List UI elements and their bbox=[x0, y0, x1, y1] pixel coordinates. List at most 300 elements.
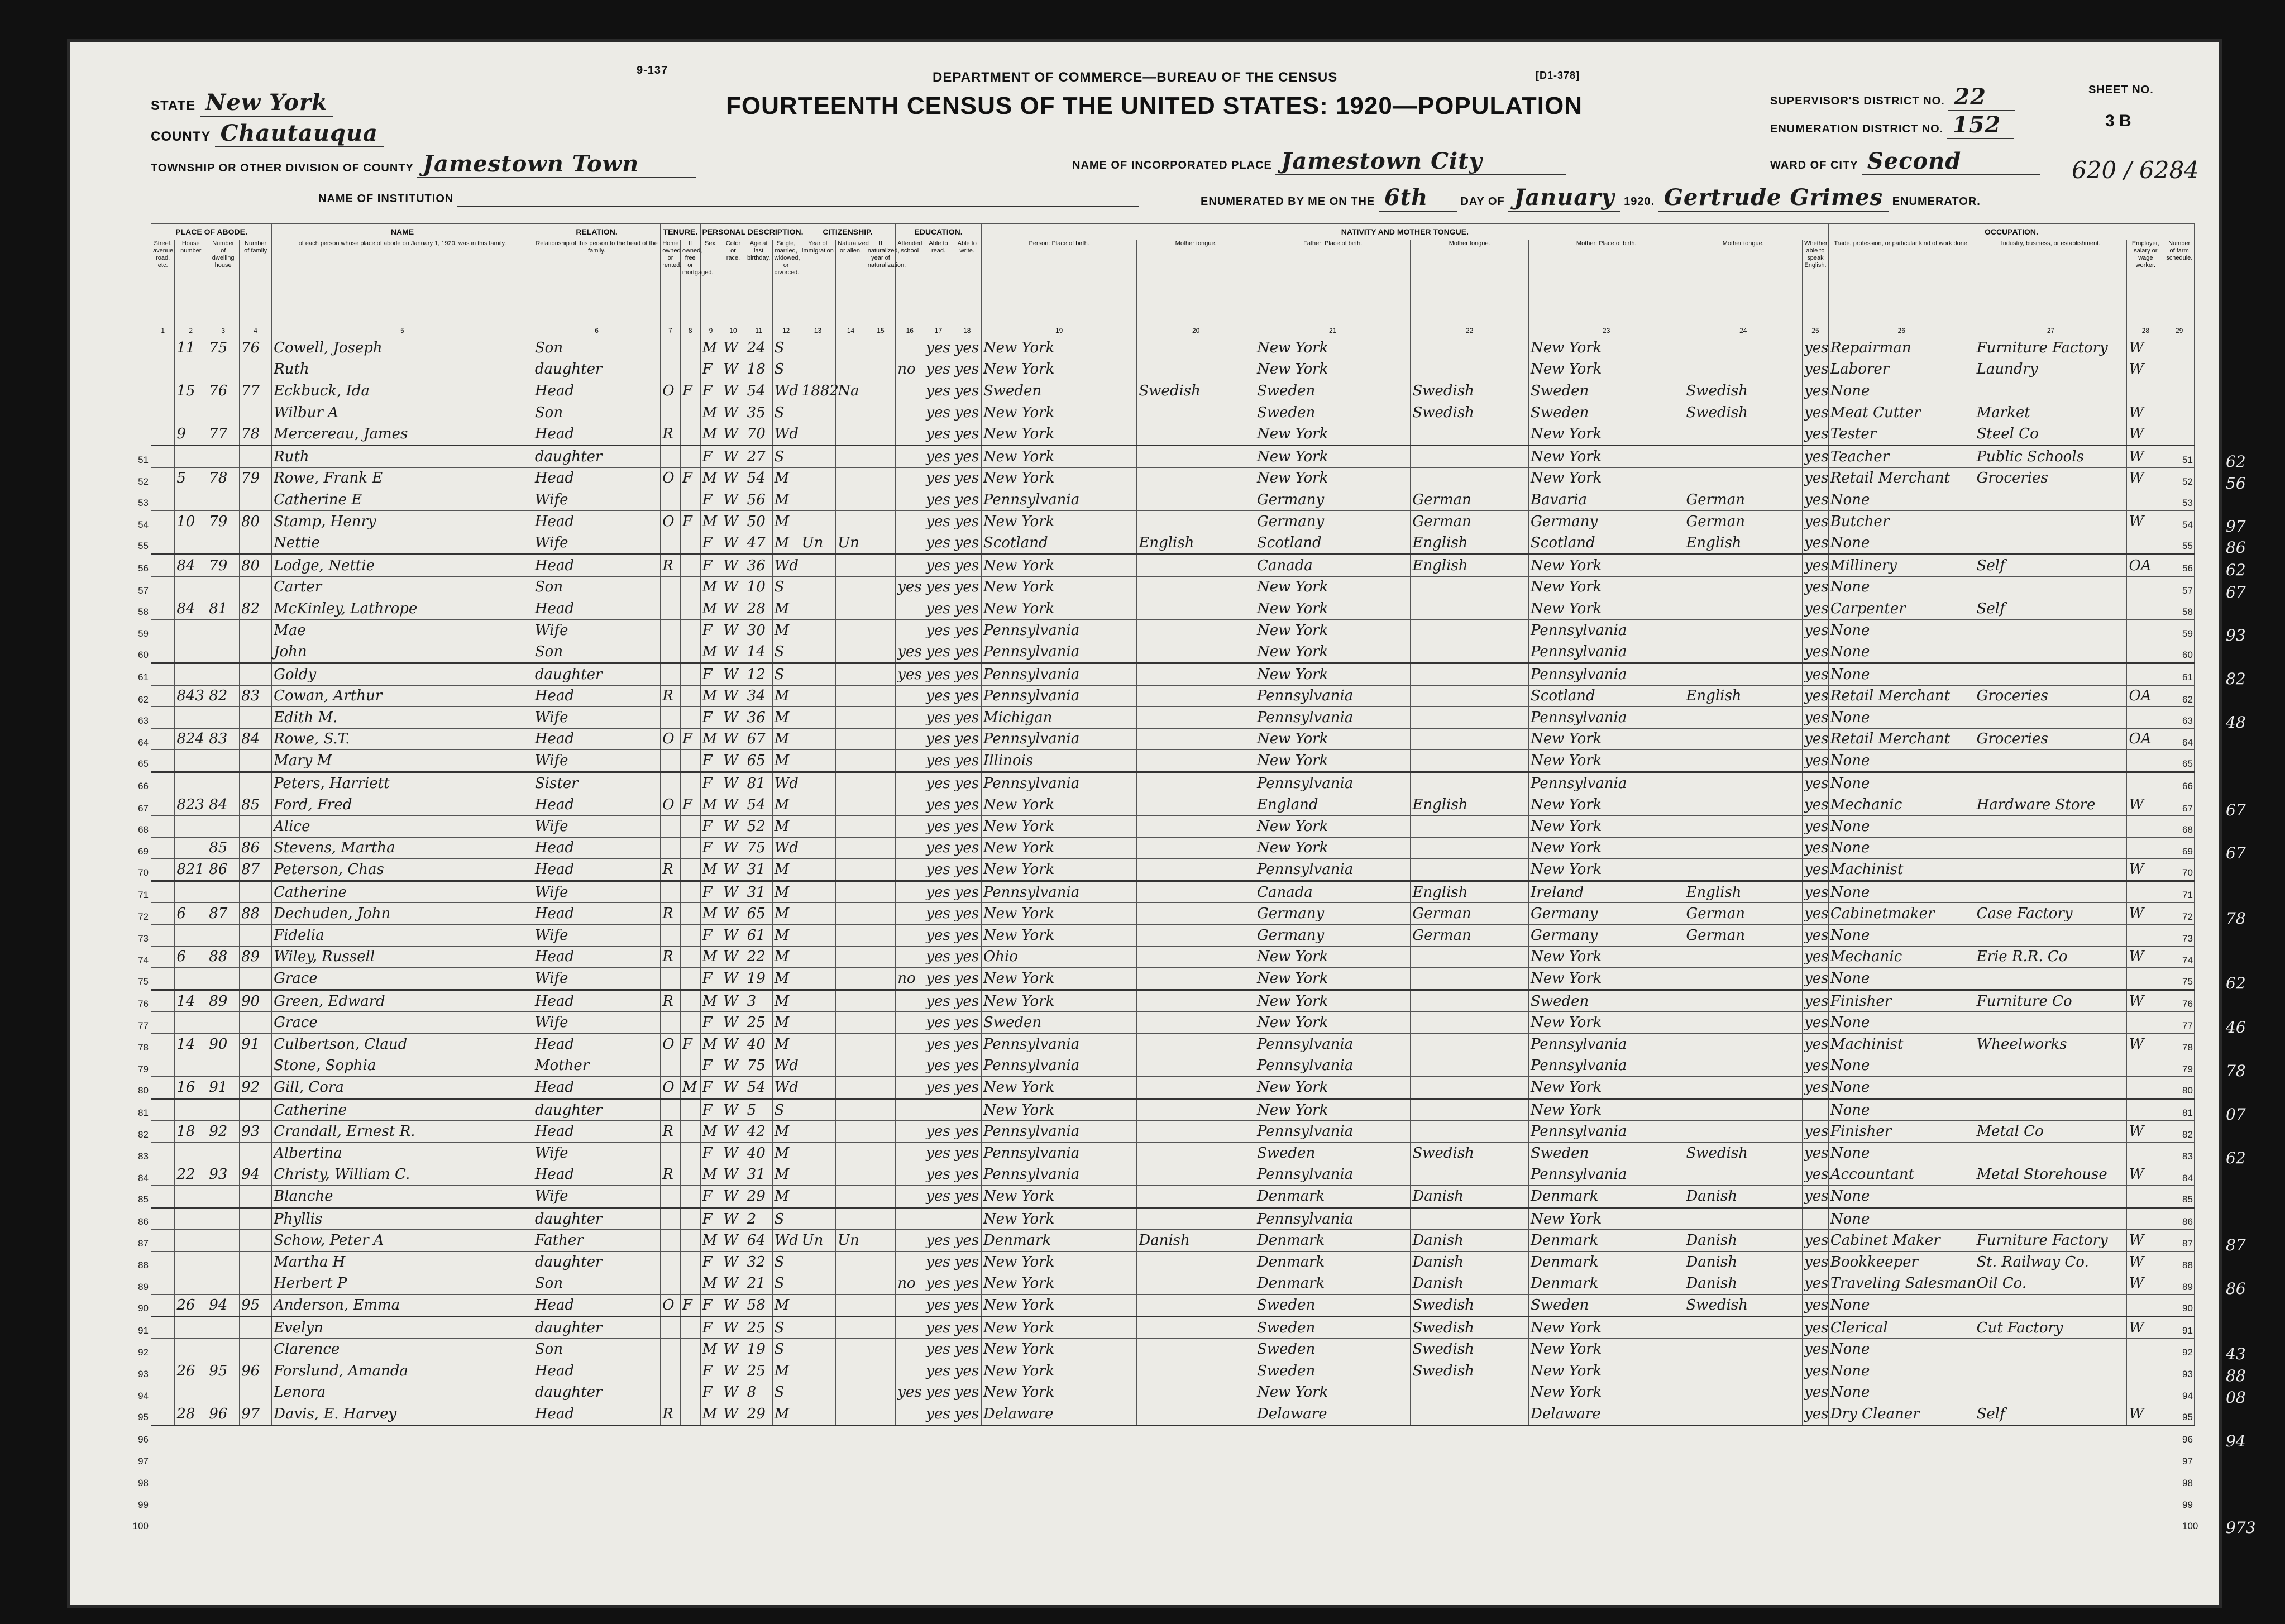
cell-pb: New York bbox=[981, 1251, 1136, 1273]
cell-fm bbox=[240, 750, 272, 772]
cell-rd: yes bbox=[924, 990, 953, 1012]
cell-dw: 92 bbox=[207, 1121, 240, 1143]
cell-sch: yes bbox=[896, 663, 924, 685]
cell-occ: None bbox=[1828, 1360, 1975, 1382]
cell-rel: daughter bbox=[533, 359, 660, 380]
cell-name: Herbert P bbox=[272, 1273, 533, 1295]
cell-sch: no bbox=[896, 1273, 924, 1295]
cell-occ: Meat Cutter bbox=[1828, 402, 1975, 423]
line-number-right: 73 bbox=[2182, 933, 2193, 944]
cell-mb: Germany bbox=[1529, 510, 1684, 532]
cell-race: W bbox=[721, 794, 745, 816]
cell-emp bbox=[2127, 750, 2164, 772]
cell-mb: New York bbox=[1529, 837, 1684, 859]
cell-sex: M bbox=[700, 1034, 721, 1055]
cell-mort: F bbox=[680, 380, 700, 402]
cell-nat bbox=[836, 1273, 866, 1295]
cell-rel: Head bbox=[533, 1164, 660, 1186]
cell-rel: Sister bbox=[533, 772, 660, 794]
cell-age: 54 bbox=[745, 380, 772, 402]
line-number-right: 85 bbox=[2182, 1194, 2193, 1205]
cell-pb: New York bbox=[981, 968, 1136, 990]
cell-age: 28 bbox=[745, 598, 772, 620]
line-number-left: 90 bbox=[138, 1303, 149, 1313]
cell-sex: F bbox=[700, 1207, 721, 1230]
cell-sex: M bbox=[700, 1230, 721, 1252]
line-number-right: 84 bbox=[2182, 1173, 2193, 1183]
cell-rd: yes bbox=[924, 663, 953, 685]
cell-sex: F bbox=[700, 1077, 721, 1099]
cell-ind bbox=[1975, 772, 2127, 794]
cell-fmt bbox=[1411, 728, 1529, 750]
cell-name: Albertina bbox=[272, 1142, 533, 1164]
cell-dw bbox=[207, 816, 240, 838]
cell-name: Nettie bbox=[272, 532, 533, 555]
column-header: Color or race. bbox=[721, 240, 745, 324]
cell-mb: New York bbox=[1529, 1316, 1684, 1339]
cell-dw: 79 bbox=[207, 510, 240, 532]
cell-nat bbox=[836, 423, 866, 446]
cell-emp: W bbox=[2127, 1164, 2164, 1186]
cell-mb: New York bbox=[1529, 1339, 1684, 1360]
cell-ms: Wd bbox=[772, 423, 800, 446]
cell-wr: yes bbox=[953, 1382, 981, 1403]
cell-mort bbox=[680, 881, 700, 903]
cell-rel: Head bbox=[533, 903, 660, 925]
column-header-row bbox=[151, 240, 2195, 324]
cell-hn bbox=[175, 1382, 207, 1403]
cell-sch bbox=[896, 402, 924, 423]
cell-mort: F bbox=[680, 728, 700, 750]
cell-mort bbox=[680, 1098, 700, 1121]
cell-farm bbox=[2164, 402, 2195, 423]
line-number-right: 63 bbox=[2182, 715, 2193, 726]
cell-sex: M bbox=[700, 1164, 721, 1186]
margin-code-note: 93 bbox=[2226, 626, 2246, 644]
cell-imm bbox=[800, 1382, 836, 1403]
cell-ind: Groceries bbox=[1975, 728, 2127, 750]
cell-hn: 6 bbox=[175, 903, 207, 925]
cell-ind bbox=[1975, 1055, 2127, 1077]
cell-ind bbox=[1975, 707, 2127, 729]
cell-own bbox=[661, 750, 681, 772]
cell-occ: None bbox=[1828, 532, 1975, 555]
cell-pmt bbox=[1137, 1164, 1255, 1186]
cell-mb: New York bbox=[1529, 576, 1684, 598]
cell-ms: M bbox=[772, 1360, 800, 1382]
cell-age: 52 bbox=[745, 816, 772, 838]
column-number: 26 bbox=[1828, 324, 1975, 337]
column-header: Year of immigration bbox=[800, 240, 836, 324]
cell-st bbox=[151, 750, 175, 772]
cell-dw bbox=[207, 968, 240, 990]
line-number-right: 92 bbox=[2182, 1347, 2193, 1358]
cell-ms: Wd bbox=[772, 380, 800, 402]
cell-fmt bbox=[1411, 707, 1529, 729]
cell-mb: New York bbox=[1529, 1098, 1684, 1121]
cell-naty bbox=[866, 489, 895, 511]
cell-age: 25 bbox=[745, 1316, 772, 1339]
cell-fb: Pennsylvania bbox=[1255, 1055, 1410, 1077]
cell-mmt bbox=[1684, 1360, 1803, 1382]
cell-nat bbox=[836, 576, 866, 598]
cell-fm: 93 bbox=[240, 1121, 272, 1143]
cell-rel: Wife bbox=[533, 750, 660, 772]
cell-nat bbox=[836, 1055, 866, 1077]
cell-rd: yes bbox=[924, 1403, 953, 1426]
column-header: Relationship of this person to the head of the family. bbox=[533, 240, 660, 324]
cell-nat bbox=[836, 903, 866, 925]
cell-eng: yes bbox=[1803, 402, 1829, 423]
cell-name: McKinley, Lathrope bbox=[272, 598, 533, 620]
table-row bbox=[151, 1098, 2195, 1121]
cell-dw bbox=[207, 772, 240, 794]
cell-nat bbox=[836, 663, 866, 685]
cell-race: W bbox=[721, 337, 745, 359]
cell-naty bbox=[866, 816, 895, 838]
table-row bbox=[151, 1295, 2195, 1317]
cell-wr: yes bbox=[953, 1121, 981, 1143]
cell-naty bbox=[866, 1316, 895, 1339]
cell-emp bbox=[2127, 1142, 2164, 1164]
cell-mmt: Swedish bbox=[1684, 402, 1803, 423]
cell-dw: 78 bbox=[207, 467, 240, 489]
cell-rel: Wife bbox=[533, 816, 660, 838]
cell-ms: M bbox=[772, 794, 800, 816]
column-number: 24 bbox=[1684, 324, 1803, 337]
cell-hn: 26 bbox=[175, 1360, 207, 1382]
cell-name: Rowe, Frank E bbox=[272, 467, 533, 489]
line-number-right: 66 bbox=[2182, 781, 2193, 791]
line-number-right: 76 bbox=[2182, 999, 2193, 1009]
cell-sex: F bbox=[700, 489, 721, 511]
cell-fm bbox=[240, 445, 272, 467]
margin-code-note: 43 bbox=[2226, 1345, 2246, 1363]
cell-occ: None bbox=[1828, 707, 1975, 729]
cell-emp: W bbox=[2127, 467, 2164, 489]
census-title: FOURTEENTH CENSUS OF THE UNITED STATES: 1920—POPULATION bbox=[726, 92, 1583, 120]
table-row bbox=[151, 445, 2195, 467]
cell-rd: yes bbox=[924, 337, 953, 359]
cell-ind: Oil Co. bbox=[1975, 1273, 2127, 1295]
cell-naty bbox=[866, 1034, 895, 1055]
cell-st bbox=[151, 1382, 175, 1403]
cell-mort bbox=[680, 1012, 700, 1034]
column-header: Able to write. bbox=[953, 240, 981, 324]
line-number-right: 54 bbox=[2182, 519, 2193, 530]
cell-fmt: Danish bbox=[1411, 1251, 1529, 1273]
cell-pb: Pennsylvania bbox=[981, 772, 1136, 794]
cell-imm bbox=[800, 337, 836, 359]
cell-emp: W bbox=[2127, 359, 2164, 380]
line-number-right: 59 bbox=[2182, 628, 2193, 639]
cell-dw bbox=[207, 1339, 240, 1360]
cell-hn: 14 bbox=[175, 990, 207, 1012]
cell-name: Mary M bbox=[272, 750, 533, 772]
cell-occ: None bbox=[1828, 641, 1975, 663]
column-header: Employer, salary or wage worker. bbox=[2127, 240, 2164, 324]
cell-dw bbox=[207, 707, 240, 729]
cell-pmt bbox=[1137, 925, 1255, 947]
cell-imm bbox=[800, 1077, 836, 1099]
cell-name: Phyllis bbox=[272, 1207, 533, 1230]
cell-fm bbox=[240, 1055, 272, 1077]
cell-imm bbox=[800, 423, 836, 446]
cell-hn bbox=[175, 576, 207, 598]
cell-naty bbox=[866, 532, 895, 555]
cell-name: Mercereau, James bbox=[272, 423, 533, 446]
cell-rel: Head bbox=[533, 467, 660, 489]
cell-fb: Canada bbox=[1255, 881, 1410, 903]
cell-st bbox=[151, 641, 175, 663]
table-row bbox=[151, 532, 2195, 555]
cell-fm: 89 bbox=[240, 946, 272, 968]
cell-wr: yes bbox=[953, 641, 981, 663]
line-number-right: 96 bbox=[2182, 1434, 2193, 1445]
cell-age: 54 bbox=[745, 1077, 772, 1099]
cell-st bbox=[151, 1055, 175, 1077]
cell-sex: M bbox=[700, 641, 721, 663]
cell-pb: New York bbox=[981, 990, 1136, 1012]
cell-sex: M bbox=[700, 946, 721, 968]
cell-sex: M bbox=[700, 990, 721, 1012]
line-number-left: 77 bbox=[138, 1020, 149, 1031]
cell-emp: W bbox=[2127, 859, 2164, 881]
cell-fm: 82 bbox=[240, 598, 272, 620]
margin-code-note: 67 bbox=[2226, 583, 2246, 601]
cell-occ: None bbox=[1828, 663, 1975, 685]
cell-nat bbox=[836, 1360, 866, 1382]
cell-imm bbox=[800, 1034, 836, 1055]
cell-ind: Furniture Co bbox=[1975, 990, 2127, 1012]
cell-hn: 26 bbox=[175, 1295, 207, 1317]
cell-fb: Pennsylvania bbox=[1255, 772, 1410, 794]
cell-rel: Wife bbox=[533, 1012, 660, 1034]
line-number-left: 55 bbox=[138, 541, 149, 551]
cell-name: Dechuden, John bbox=[272, 903, 533, 925]
cell-fm bbox=[240, 816, 272, 838]
cell-naty bbox=[866, 467, 895, 489]
cell-imm bbox=[800, 1121, 836, 1143]
cell-age: 65 bbox=[745, 903, 772, 925]
cell-wr: yes bbox=[953, 576, 981, 598]
cell-mb: New York bbox=[1529, 1360, 1684, 1382]
cell-hn bbox=[175, 925, 207, 947]
cell-occ: None bbox=[1828, 750, 1975, 772]
cell-rel: Head bbox=[533, 380, 660, 402]
cell-fb: England bbox=[1255, 794, 1410, 816]
cell-st bbox=[151, 380, 175, 402]
cell-own bbox=[661, 1273, 681, 1295]
cell-sch: no bbox=[896, 359, 924, 380]
cell-name: Evelyn bbox=[272, 1316, 533, 1339]
cell-mort: F bbox=[680, 1034, 700, 1055]
cell-own bbox=[661, 968, 681, 990]
margin-code-note: 97 bbox=[2226, 517, 2246, 536]
line-number-left: 82 bbox=[138, 1129, 149, 1140]
cell-rd: yes bbox=[924, 510, 953, 532]
cell-fm bbox=[240, 1251, 272, 1273]
cell-hn: 10 bbox=[175, 510, 207, 532]
cell-emp: W bbox=[2127, 337, 2164, 359]
cell-sch bbox=[896, 554, 924, 576]
cell-naty bbox=[866, 1098, 895, 1121]
cell-nat bbox=[836, 1382, 866, 1403]
cell-naty bbox=[866, 510, 895, 532]
cell-pb: Pennsylvania bbox=[981, 1142, 1136, 1164]
cell-age: 67 bbox=[745, 728, 772, 750]
cell-pb: Michigan bbox=[981, 707, 1136, 729]
cell-own bbox=[661, 1382, 681, 1403]
table-row bbox=[151, 1142, 2195, 1164]
cell-own bbox=[661, 1316, 681, 1339]
cell-dw: 96 bbox=[207, 1403, 240, 1426]
cell-wr: yes bbox=[953, 445, 981, 467]
cell-ind bbox=[1975, 532, 2127, 555]
cell-rd: yes bbox=[924, 968, 953, 990]
cell-name: Edith M. bbox=[272, 707, 533, 729]
cell-mmt bbox=[1684, 1382, 1803, 1403]
cell-wr: yes bbox=[953, 881, 981, 903]
cell-fb: New York bbox=[1255, 990, 1410, 1012]
cell-race: W bbox=[721, 946, 745, 968]
cell-pb: New York bbox=[981, 1077, 1136, 1099]
cell-wr: yes bbox=[953, 337, 981, 359]
cell-emp: W bbox=[2127, 1403, 2164, 1426]
cell-pmt bbox=[1137, 1339, 1255, 1360]
cell-dw: 76 bbox=[207, 380, 240, 402]
cell-pmt bbox=[1137, 1316, 1255, 1339]
table-row bbox=[151, 794, 2195, 816]
cell-age: 18 bbox=[745, 359, 772, 380]
cell-occ: None bbox=[1828, 1295, 1975, 1317]
column-number: 14 bbox=[836, 324, 866, 337]
cell-pb: Pennsylvania bbox=[981, 1055, 1136, 1077]
cell-mmt bbox=[1684, 968, 1803, 990]
cell-pb: New York bbox=[981, 1207, 1136, 1230]
cell-wr: yes bbox=[953, 837, 981, 859]
cell-emp: W bbox=[2127, 1034, 2164, 1055]
cell-own: R bbox=[661, 903, 681, 925]
cell-ind: Metal Storehouse bbox=[1975, 1164, 2127, 1186]
line-number-right: 74 bbox=[2182, 955, 2193, 966]
cell-sex: M bbox=[700, 1339, 721, 1360]
table-row bbox=[151, 663, 2195, 685]
column-header: Trade, profession, or particular kind of work done. bbox=[1828, 240, 1975, 324]
cell-name: Gill, Cora bbox=[272, 1077, 533, 1099]
cell-st bbox=[151, 1098, 175, 1121]
line-number-right: 93 bbox=[2182, 1369, 2193, 1379]
margin-code-note: 62 bbox=[2226, 1149, 2246, 1167]
cell-naty bbox=[866, 619, 895, 641]
column-number: 8 bbox=[680, 324, 700, 337]
cell-mmt bbox=[1684, 1207, 1803, 1230]
cell-rel: Son bbox=[533, 402, 660, 423]
cell-fb: New York bbox=[1255, 467, 1410, 489]
cell-pmt bbox=[1137, 1121, 1255, 1143]
cell-mort: F bbox=[680, 467, 700, 489]
cell-name: Culbertson, Claud bbox=[272, 1034, 533, 1055]
column-number: 18 bbox=[953, 324, 981, 337]
line-number-left: 96 bbox=[138, 1434, 149, 1445]
column-header: If owned, free or mortgaged. bbox=[680, 240, 700, 324]
cell-fb: New York bbox=[1255, 598, 1410, 620]
cell-st bbox=[151, 925, 175, 947]
cell-dw bbox=[207, 1098, 240, 1121]
column-header: Person: Place of birth. bbox=[981, 240, 1136, 324]
cell-mort bbox=[680, 1339, 700, 1360]
cell-nat bbox=[836, 968, 866, 990]
cell-eng: yes bbox=[1803, 685, 1829, 707]
cell-st bbox=[151, 816, 175, 838]
cell-rd: yes bbox=[924, 359, 953, 380]
cell-ms: S bbox=[772, 1382, 800, 1403]
cell-age: 61 bbox=[745, 925, 772, 947]
cell-race: W bbox=[721, 859, 745, 881]
cell-ms: Wd bbox=[772, 1230, 800, 1252]
cell-fmt bbox=[1411, 1121, 1529, 1143]
cell-mmt bbox=[1684, 837, 1803, 859]
line-number-left: 68 bbox=[138, 824, 149, 835]
cell-fb: Germany bbox=[1255, 510, 1410, 532]
cell-mb: Pennsylvania bbox=[1529, 641, 1684, 663]
cell-own: O bbox=[661, 510, 681, 532]
cell-race: W bbox=[721, 990, 745, 1012]
cell-fm: 80 bbox=[240, 510, 272, 532]
cell-sex: M bbox=[700, 794, 721, 816]
line-number-left: 97 bbox=[138, 1456, 149, 1467]
cell-mmt bbox=[1684, 707, 1803, 729]
column-header: Industry, business, or establishment. bbox=[1975, 240, 2127, 324]
cell-age: 50 bbox=[745, 510, 772, 532]
cell-sch bbox=[896, 1186, 924, 1208]
cell-pmt bbox=[1137, 707, 1255, 729]
cell-hn: 15 bbox=[175, 380, 207, 402]
cell-pb: New York bbox=[981, 837, 1136, 859]
cell-nat bbox=[836, 619, 866, 641]
cell-rel: Head bbox=[533, 990, 660, 1012]
cell-rel: Head bbox=[533, 946, 660, 968]
cell-nat bbox=[836, 685, 866, 707]
cell-fmt bbox=[1411, 685, 1529, 707]
cell-st bbox=[151, 772, 175, 794]
cell-mmt bbox=[1684, 794, 1803, 816]
cell-nat bbox=[836, 1295, 866, 1317]
cell-eng: yes bbox=[1803, 816, 1829, 838]
cell-own: O bbox=[661, 1295, 681, 1317]
cell-naty bbox=[866, 728, 895, 750]
cell-hn bbox=[175, 663, 207, 685]
cell-rel: Head bbox=[533, 1295, 660, 1317]
cell-hn: 9 bbox=[175, 423, 207, 446]
cell-mmt bbox=[1684, 619, 1803, 641]
cell-imm bbox=[800, 510, 836, 532]
table-row bbox=[151, 1034, 2195, 1055]
cell-emp bbox=[2127, 641, 2164, 663]
cell-imm bbox=[800, 1403, 836, 1426]
cell-ind bbox=[1975, 1207, 2127, 1230]
cell-sch: yes bbox=[896, 1382, 924, 1403]
cell-mb: Denmark bbox=[1529, 1251, 1684, 1273]
cell-pmt bbox=[1137, 445, 1255, 467]
cell-ms: S bbox=[772, 337, 800, 359]
cell-fm: 96 bbox=[240, 1360, 272, 1382]
cell-fb: New York bbox=[1255, 1012, 1410, 1034]
cell-ind: Groceries bbox=[1975, 467, 2127, 489]
cell-fmt: Swedish bbox=[1411, 1142, 1529, 1164]
cell-ms: S bbox=[772, 641, 800, 663]
cell-hn: 5 bbox=[175, 467, 207, 489]
